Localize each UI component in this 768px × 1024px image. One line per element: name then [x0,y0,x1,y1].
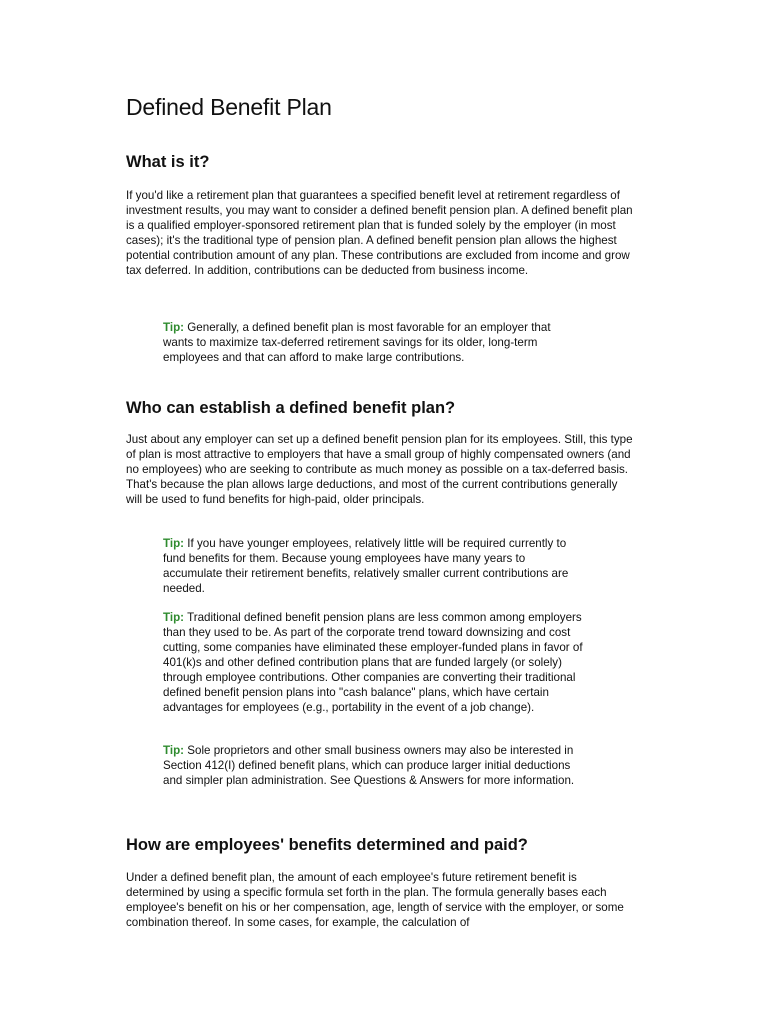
tip-what-is-it-1 [163,320,583,365]
section-paragraph-how-benefits-determined: Under a defined benefit plan, the amount of each employee's future retirement benefit is determined by using a specific formula set forth in the plan. The formula generally bases each employee's benefit on his or her compensation, age, length of service with the employer, or some combination thereof. In some cases, for example, the calculation of [126,871,624,929]
document-title: Defined Benefit Plan [126,94,332,120]
section-paragraph-who-can-establish: Just about any employer can set up a defined benefit pension plan for its employees. Still, this type of plan is most attractive to employers that have a small group of highly compensated owners (and no employees) who are seeking to contribute as much money as possible on a tax-deferred basis. That's because the plan allows large deductions, and most of the current contributions generally will be used to fund benefits for high-paid, older principals. [126,433,633,506]
tip-label: Tip: [163,537,185,550]
tip-who-can-establish-1 [163,536,583,596]
tip-text: Traditional defined benefit pension plans are less common among employers than they used to be. As part of the corporate trend toward downsizing and cost cutting, some companies have eliminated these employer-funded plans in favor of 401(k)s and other defined contribution plans that are funded largely (or solely) through employee contributions. Other companies are converting their traditional defined benefit pension plans into "cash balance" plans, which have certain advantages for employees (e.g., portability in the event of a job change). [163,611,583,714]
tip-label: Tip: [163,321,185,334]
tip-text: Sole proprietors and other small business owners may also be interested in Section 412(I) defined benefit plans, which can produce larger initial deductions and simpler plan administration. See Questions & Answers for more information. [163,744,575,787]
tip-label: Tip: [163,611,185,624]
tip-who-can-establish-3 [163,743,583,788]
section-paragraph-what-is-it: If you'd like a retirement plan that guarantees a specified benefit level at retirement regardless of investment results, you may want to consider a defined benefit pension plan. A defined benefit plan is a qualified employer-sponsored retirement plan that is funded solely by the employer (in most cases); it's the traditional type of pension plan. A defined benefit pension plan allows the highest potential contribution amount of any plan. These contributions are excluded from income and grow tax deferred. In addition, contributions can be deducted from business income. [126,189,633,277]
tip-text: Generally, a defined benefit plan is most favorable for an employer that wants to maximize tax-deferred retirement savings for its older, long-term employees and that can afford to make large contributions. [163,321,551,364]
section-heading-how-benefits-determined: How are employees' benefits determined and paid? [126,836,528,854]
tip-who-can-establish-2 [163,610,583,715]
section-heading-what-is-it: What is it? [126,153,210,171]
section-heading-who-can-establish: Who can establish a defined benefit plan? [126,399,456,417]
tip-text: If you have younger employees, relatively little will be required currently to fund benefits for them. Because young employees have many years to accumulate their retirement benefits, relatively smaller current contributions are needed. [163,537,569,595]
tip-label: Tip: [163,744,185,757]
